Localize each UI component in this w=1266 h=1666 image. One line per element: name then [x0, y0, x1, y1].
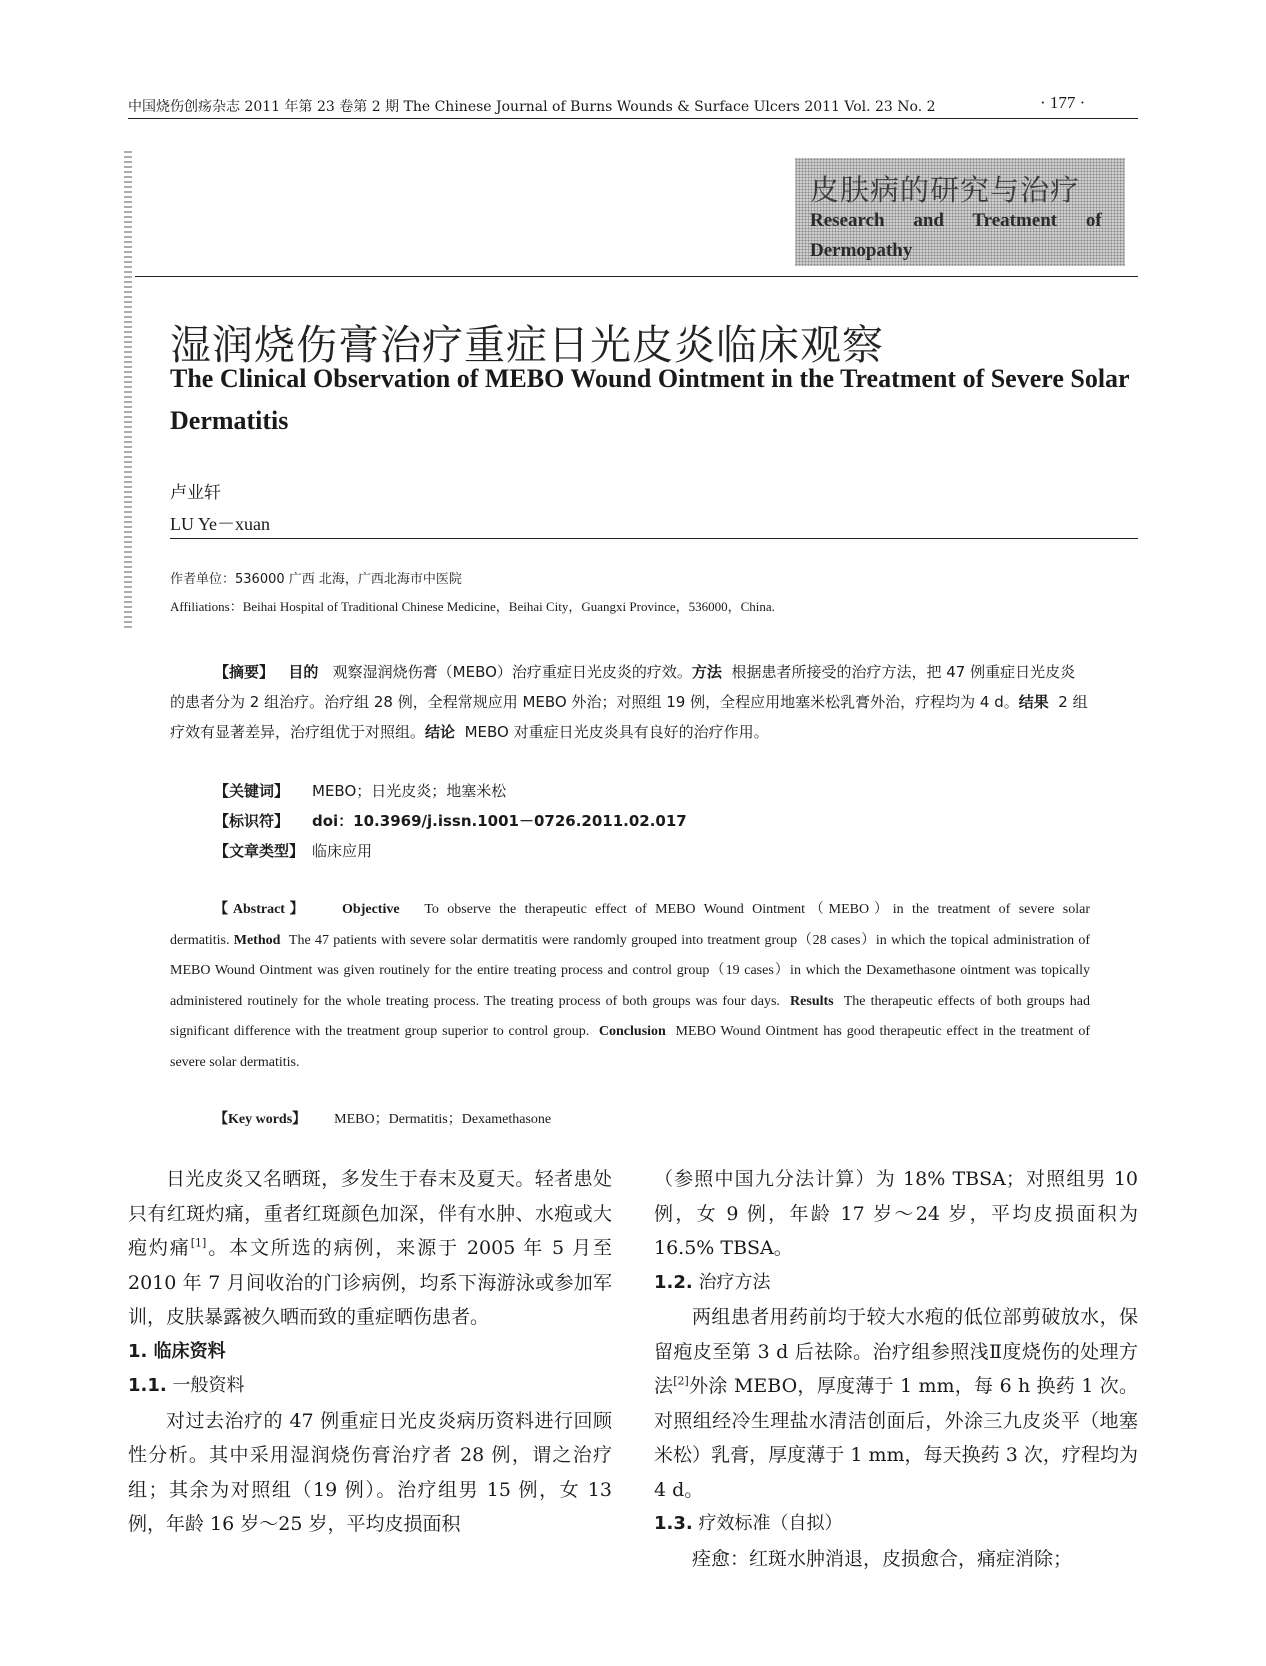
body-column-left: [128, 1162, 612, 1542]
keywords-cn-value: MEBO；日光皮炎；地塞米松: [312, 782, 507, 800]
abstract-en-method: The 47 patients with severe solar dermatitis were randomly grouped into treatment group（28 cases）in which the topical administration of MEBO Wound Ointment was given routinely for the entire treating process and control group（19 cases）in which the Dexamethasone ointment was topically administered routinely for the whole treating process. The treating process of both groups was four days.: [170, 932, 1090, 1009]
citation-ref-1: [1]: [190, 1236, 207, 1250]
efficacy-criteria-paragraph: 痊愈：红斑水肿消退，皮损愈合，痛症消除；: [692, 1547, 1073, 1570]
doi-value: doi：10.3969/j.issn.1001－0726.2011.02.017: [312, 812, 687, 830]
abstract-en-results: The therapeutic effects of both groups had significant difference with the treatment group superior to control group.: [170, 993, 1091, 1039]
abstract-cn-results-label: 结果: [1018, 693, 1049, 711]
identifier-cn: [214, 806, 687, 836]
abstract-en-conclusion-label: Conclusion: [598, 1024, 666, 1039]
section-banner-title-en: Research and Treatment of Dermopathy: [810, 210, 1102, 261]
abstract-cn-conclusion: MEBO 对重症日光皮炎具有良好的治疗作用。: [464, 723, 769, 741]
article-title-en: The Clinical Observation of MEBO Wound Ointment in the Treatment of Severe Solar Dermatitis: [170, 364, 1130, 435]
abstract-cn-conclusion-label: 结论: [425, 723, 456, 741]
general-data-continued: （参照中国九分法计算）为 18% TBSA；对照组男 10 例，女 9 例，年龄 17 岁～24 岁，平均皮损面积为 16.5% TBSA。: [654, 1168, 1138, 1259]
affiliation-en: Affiliations：Beihai Hospital of Traditional Chinese Medicine，Beihai City，Guangxi Province，536000，China.: [170, 599, 775, 614]
article-title-cn: 湿润烧伤膏治疗重症日光皮炎临床观察: [170, 321, 884, 369]
intro-paragraph: 日光皮炎又名晒斑，多发生于春末及夏天。轻者患处只有红斑灼痛，重者红斑颜色加深，伴有水肿、水疱或大疱灼痛[1]。本文所选的病例，来源于 2005 年 5 月至 2010 年 7 月间收治的门诊病例，均系下海游泳或参加军训，皮肤暴露被久晒而致的重症晒伤患者。: [128, 1168, 612, 1328]
page-number: · 177 ·: [1040, 93, 1086, 112]
left-margin-pattern: [124, 148, 132, 628]
abstract-cn: [170, 657, 1090, 747]
article-type-cn: [214, 836, 372, 866]
article-type-cn-label: 【文章类型】: [214, 842, 305, 860]
article-type-cn-value: 临床应用: [312, 842, 373, 860]
author-name-en: LU Ye－xuan: [170, 514, 271, 534]
running-header: 中国烧伤创疡杂志 2011 年第 23 卷第 2 期 The Chinese Journal of Burns Wounds & Surface Ulcers 2011 Vol. 23 No. 2: [128, 99, 936, 115]
author-name-cn: 卢业轩: [170, 483, 221, 503]
keywords-en-value: MEBO；Dermatitis；Dexamethasone: [334, 1112, 552, 1127]
banner-rule: [135, 276, 1138, 277]
abstract-en-conclusion: MEBO Wound Ointment has good therapeutic effect in the treatment of severe solar dermatitis.: [170, 1024, 1091, 1070]
keywords-en: [214, 1108, 551, 1128]
treatment-method-paragraph: 两组患者用药前均于较大水疱的低位部剪破放水，保留疱皮至第 3 d 后祛除。治疗组参照浅Ⅱ度烧伤的处理方法[2]外涂 MEBO，厚度薄于 1 mm，每 6 h 换药 1 次。对照组经冷生理盐水清洁创面后，外涂三九皮炎平（地塞米松）乳膏，厚度薄于 1 mm，每天换药 3 次，疗程均为 4 d。: [654, 1306, 1138, 1501]
identifier-cn-label: 【标识符】: [214, 812, 290, 830]
keywords-cn: [214, 776, 506, 806]
abstract-en-objective: To observe the therapeutic effect of MEBO Wound Ointment（MEBO）in the treatment of severe solar dermatitis.: [170, 902, 1091, 948]
keywords-en-label: 【Key words】: [214, 1112, 307, 1127]
abstract-en-objective-label: Objective: [342, 902, 400, 917]
citation-ref-2: [2]: [673, 1374, 689, 1388]
abstract-cn-objective: 观察湿润烧伤膏（MEBO）治疗重症日光皮炎的疗效。: [332, 663, 692, 681]
abstract-cn-label: 【摘要】: [214, 663, 275, 681]
subsection-heading-1-1: 1.1. 一般资料: [128, 1375, 245, 1396]
abstract-en: [170, 895, 1090, 1078]
body-column-right: [654, 1162, 1138, 1576]
subsection-heading-1-2: 1.2. 治疗方法: [654, 1271, 771, 1293]
abstract-cn-method-label: 方法: [691, 663, 722, 681]
section-banner-title-cn: 皮肤病的研究与治疗: [810, 173, 1081, 207]
abstract-cn-results: 2 组疗效有显著差异，治疗组优于对照组。: [170, 693, 1088, 741]
abstract-en-method-label: Method: [233, 932, 281, 948]
keywords-cn-label: 【关键词】: [214, 782, 290, 800]
header-rule: [128, 118, 1138, 119]
general-data-paragraph: 对过去治疗的 47 例重症日光皮炎病历资料进行回顾性分析。其中采用湿润烧伤膏治疗者 28 例，谓之治疗组；其余为对照组（19 例）。治疗组男 15 例，女 13 例，年龄 16 岁～25 岁，平均皮损面积: [128, 1409, 612, 1535]
author-rule: [170, 538, 1138, 539]
affiliation-cn: 作者单位：536000 广西 北海，广西北海市中医院: [170, 572, 462, 587]
abstract-en-results-label: Results: [790, 993, 834, 1009]
abstract-cn-method: 根据患者所接受的治疗方法，把 47 例重症日光皮炎的患者分为 2 组治疗。治疗组 28 例，全程常规应用 MEBO 外治；对照组 19 例，全程应用地塞米松乳膏外治，疗程均为 4 d。: [170, 663, 1076, 711]
section-heading-1: 1. 临床资料: [128, 1340, 226, 1362]
subsection-heading-1-3: 1.3. 疗效标准（自拟）: [654, 1513, 843, 1534]
abstract-en-label: 【Abstract】: [214, 902, 309, 917]
abstract-cn-objective-label: 目的: [288, 663, 319, 681]
